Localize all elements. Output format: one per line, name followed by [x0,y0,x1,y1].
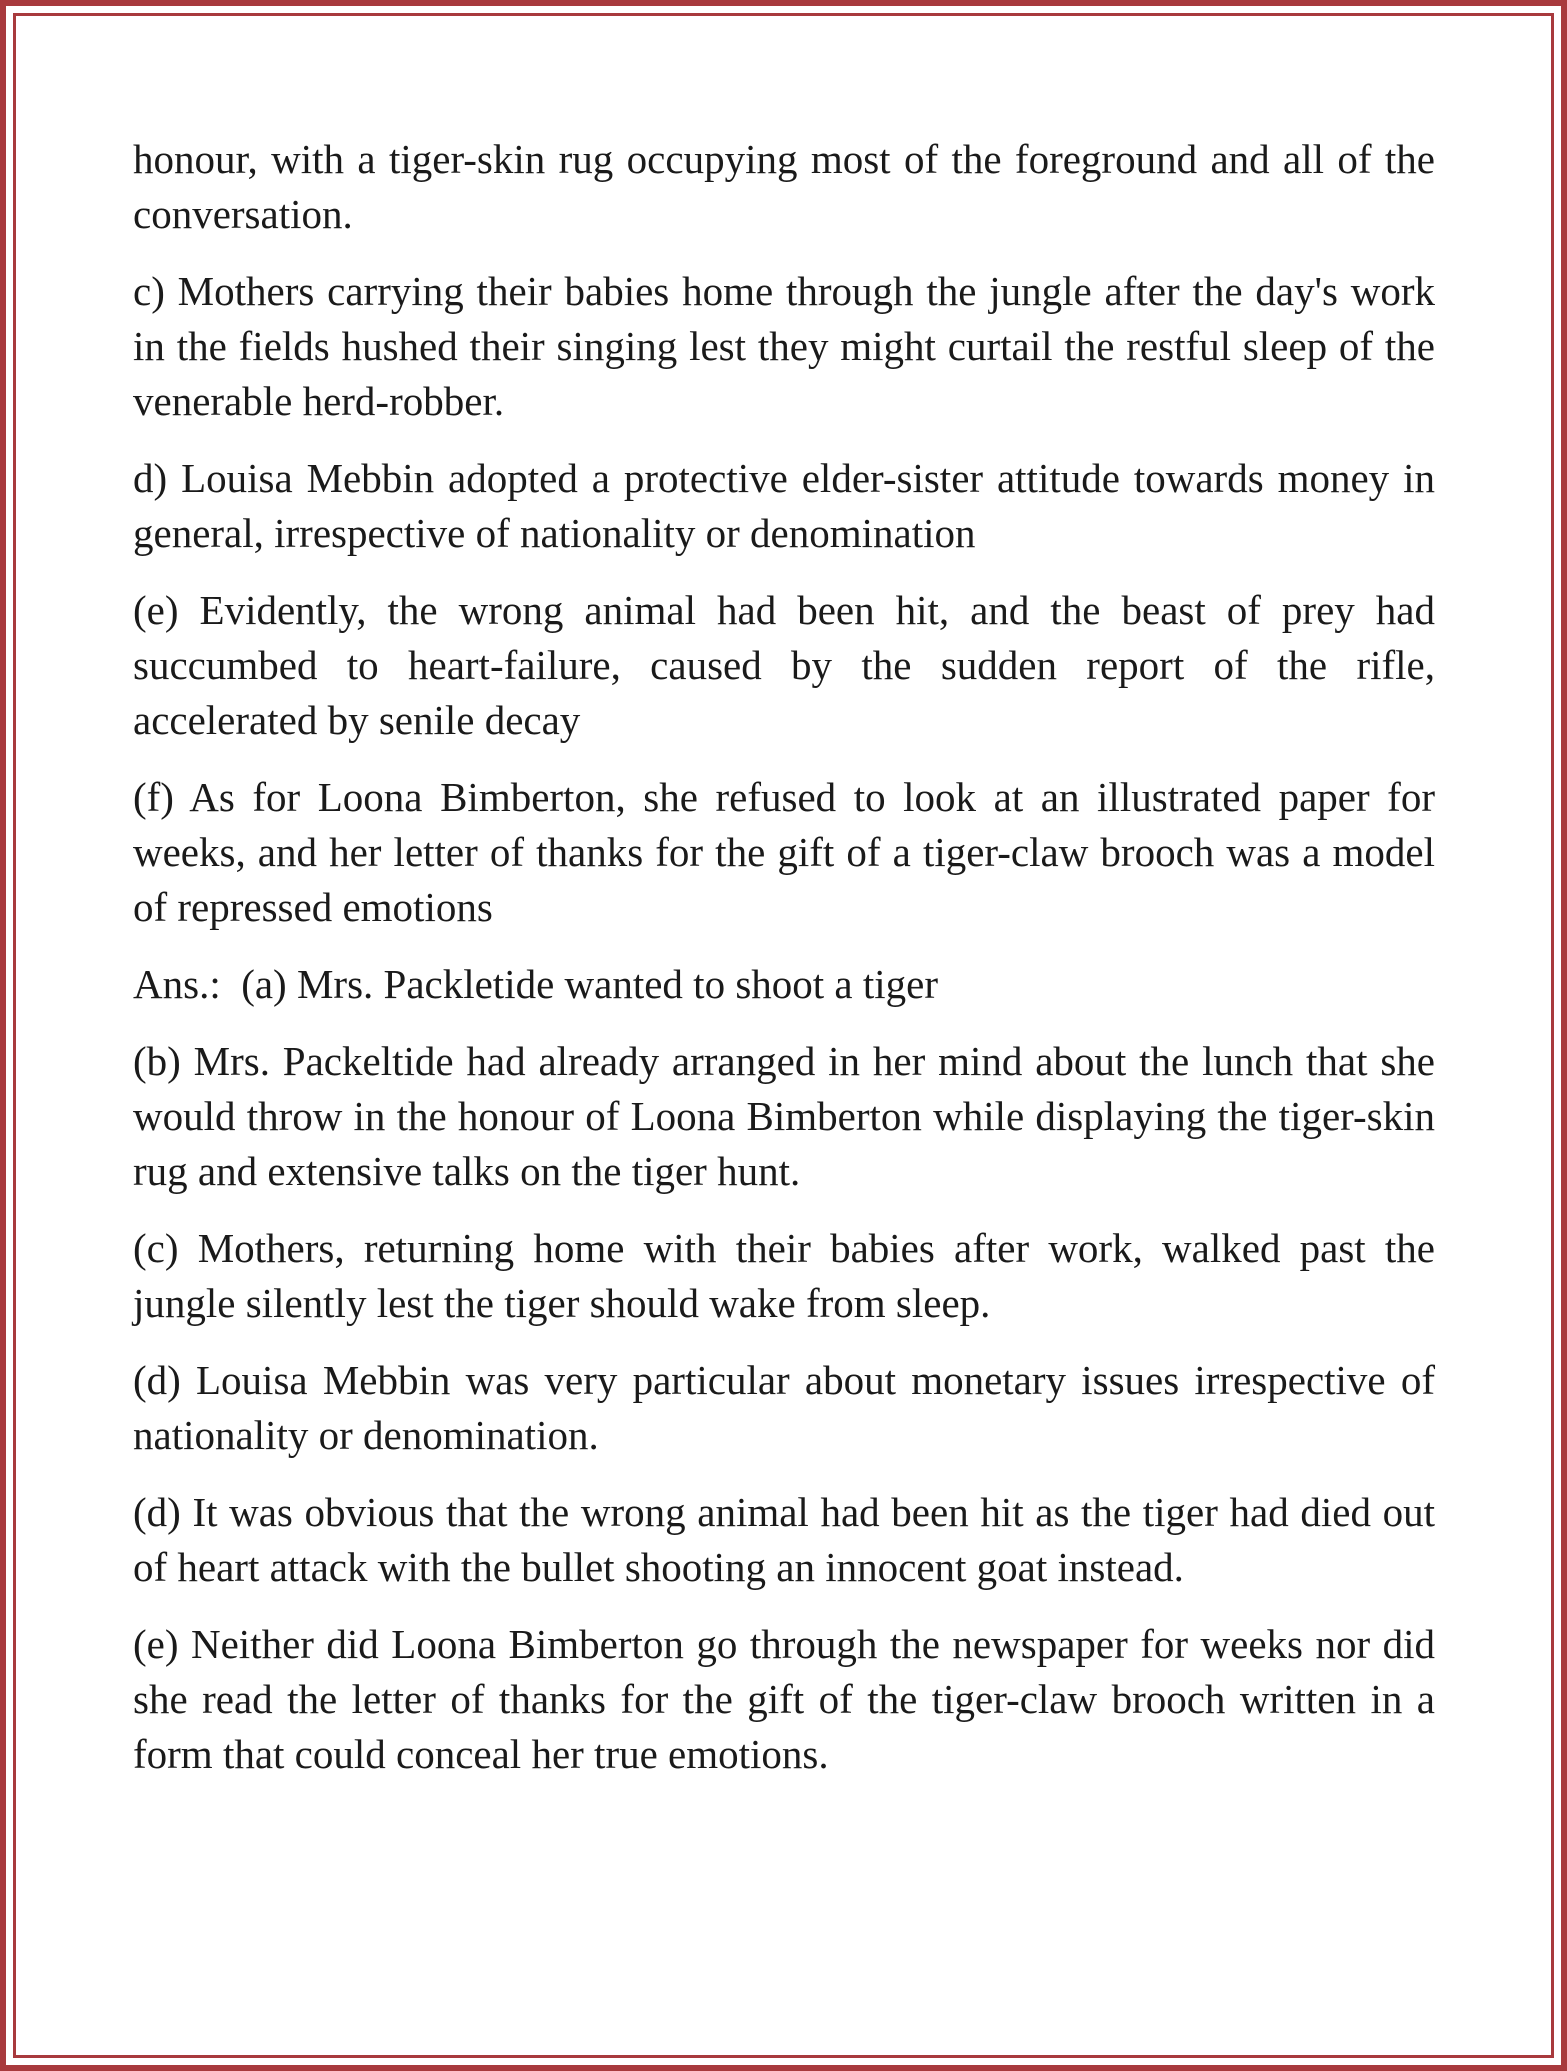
paragraph-question-e: (e) Evidently, the wrong animal had been hit, and the beast of prey had succumbed to heart-failure, caused by the sudden report of the rifle, accelerated by senile decay [133,587,1435,743]
paragraph-question-d: d) Louisa Mebbin adopted a protective elder-sister attitude towards money in general, irrespective of nationality or denomination [133,455,1435,556]
paragraph-answer-a: Ans.: (a) Mrs. Packletide wanted to shoot a tiger [133,961,939,1007]
paragraph-question-b-continued: honour, with a tiger-skin rug occupying most of the foreground and all of the conversation. [133,136,1435,237]
paragraph-answer-e: (e) Neither did Loona Bimberton go through the newspaper for weeks nor did she read the letter of thanks for the gift of the tiger-claw brooch written in a form that could conceal her true emotions. [133,1621,1435,1777]
paragraph-answer-b: (b) Mrs. Packeltide had already arranged in her mind about the lunch that she would throw in the honour of Loona Bimberton while displaying the tiger-skin rug and extensive talks on the tiger hunt. [133,1038,1435,1194]
document-body [133,132,1435,1804]
paragraph-question-c: c) Mothers carrying their babies home through the jungle after the day's work in the fields hushed their singing lest they might curtail the restful sleep of the venerable herd-robber. [133,268,1435,424]
paragraph-answer-c: (c) Mothers, returning home with their babies after work, walked past the jungle silently lest the tiger should wake from sleep. [133,1225,1435,1326]
paragraph-answer-d: (d) Louisa Mebbin was very particular about monetary issues irrespective of nationality or denomination. [133,1357,1435,1458]
paragraph-answer-d-second: (d) It was obvious that the wrong animal had been hit as the tiger had died out of heart attack with the bullet shooting an innocent goat instead. [133,1489,1435,1590]
paragraph-question-f: (f) As for Loona Bimberton, she refused to look at an illustrated paper for weeks, and her letter of thanks for the gift of a tiger-claw brooch was a model of repressed emotions [133,774,1435,930]
